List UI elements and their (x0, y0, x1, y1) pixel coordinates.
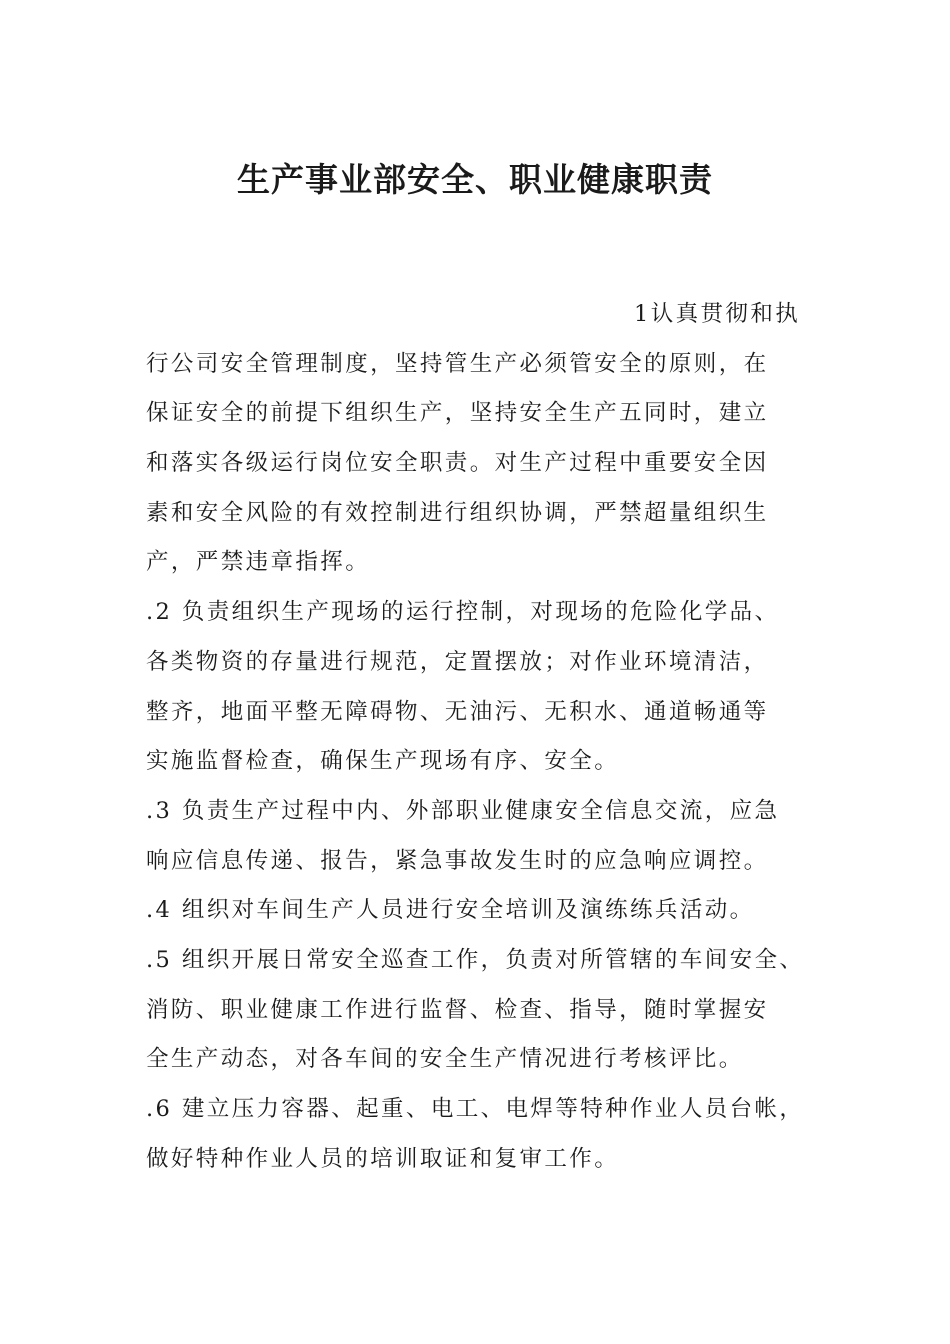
body-line: 全生产动态，对各车间的安全生产情况进行考核评比。 (146, 1046, 744, 1073)
body-line: 响应信息传递、报告，紧急事故发生时的应急响应调控。 (146, 847, 769, 874)
body-line: 行公司安全管理制度，坚持管生产必须管安全的原则，在 (146, 350, 769, 377)
body-line: 产，严禁违章指挥。 (146, 549, 371, 576)
body-line: 整齐，地面平整无障碍物、无油污、无积水、通道畅通等 (146, 698, 769, 725)
body-line: .2 负责组织生产现场的运行控制，对现场的危险化学品、 (146, 599, 780, 626)
document-body (146, 290, 826, 1184)
document-title: 生产事业部安全、职业健康职责 (237, 160, 713, 199)
body-line: .5 组织开展日常安全巡查工作，负责对所管辖的车间安全、 (146, 946, 805, 973)
body-line: 实施监督检查，确保生产现场有序、安全。 (146, 748, 620, 775)
body-line: 1认真贯彻和执 (634, 301, 801, 327)
body-line: 做好特种作业人员的培训取证和复审工作。 (146, 1145, 620, 1172)
body-line: 消防、职业健康工作进行监督、检查、指导，随时掌握安 (146, 996, 769, 1023)
body-line: .4 组织对车间生产人员进行安全培训及演练练兵活动。 (146, 897, 755, 924)
body-line: 和落实各级运行岗位安全职责。对生产过程中重要安全因 (146, 450, 769, 477)
body-line: 各类物资的存量进行规范，定置摆放；对作业环境清洁， (146, 648, 769, 675)
body-line: 保证安全的前提下组织生产，坚持安全生产五同时，建立 (146, 400, 769, 427)
body-line: .3 负责生产过程中内、外部职业健康安全信息交流，应急 (146, 797, 780, 824)
body-line: .6 建立压力容器、起重、电工、电焊等特种作业人员台帐， (146, 1096, 805, 1122)
body-line: 素和安全风险的有效控制进行组织协调，严禁超量组织生 (146, 499, 769, 526)
